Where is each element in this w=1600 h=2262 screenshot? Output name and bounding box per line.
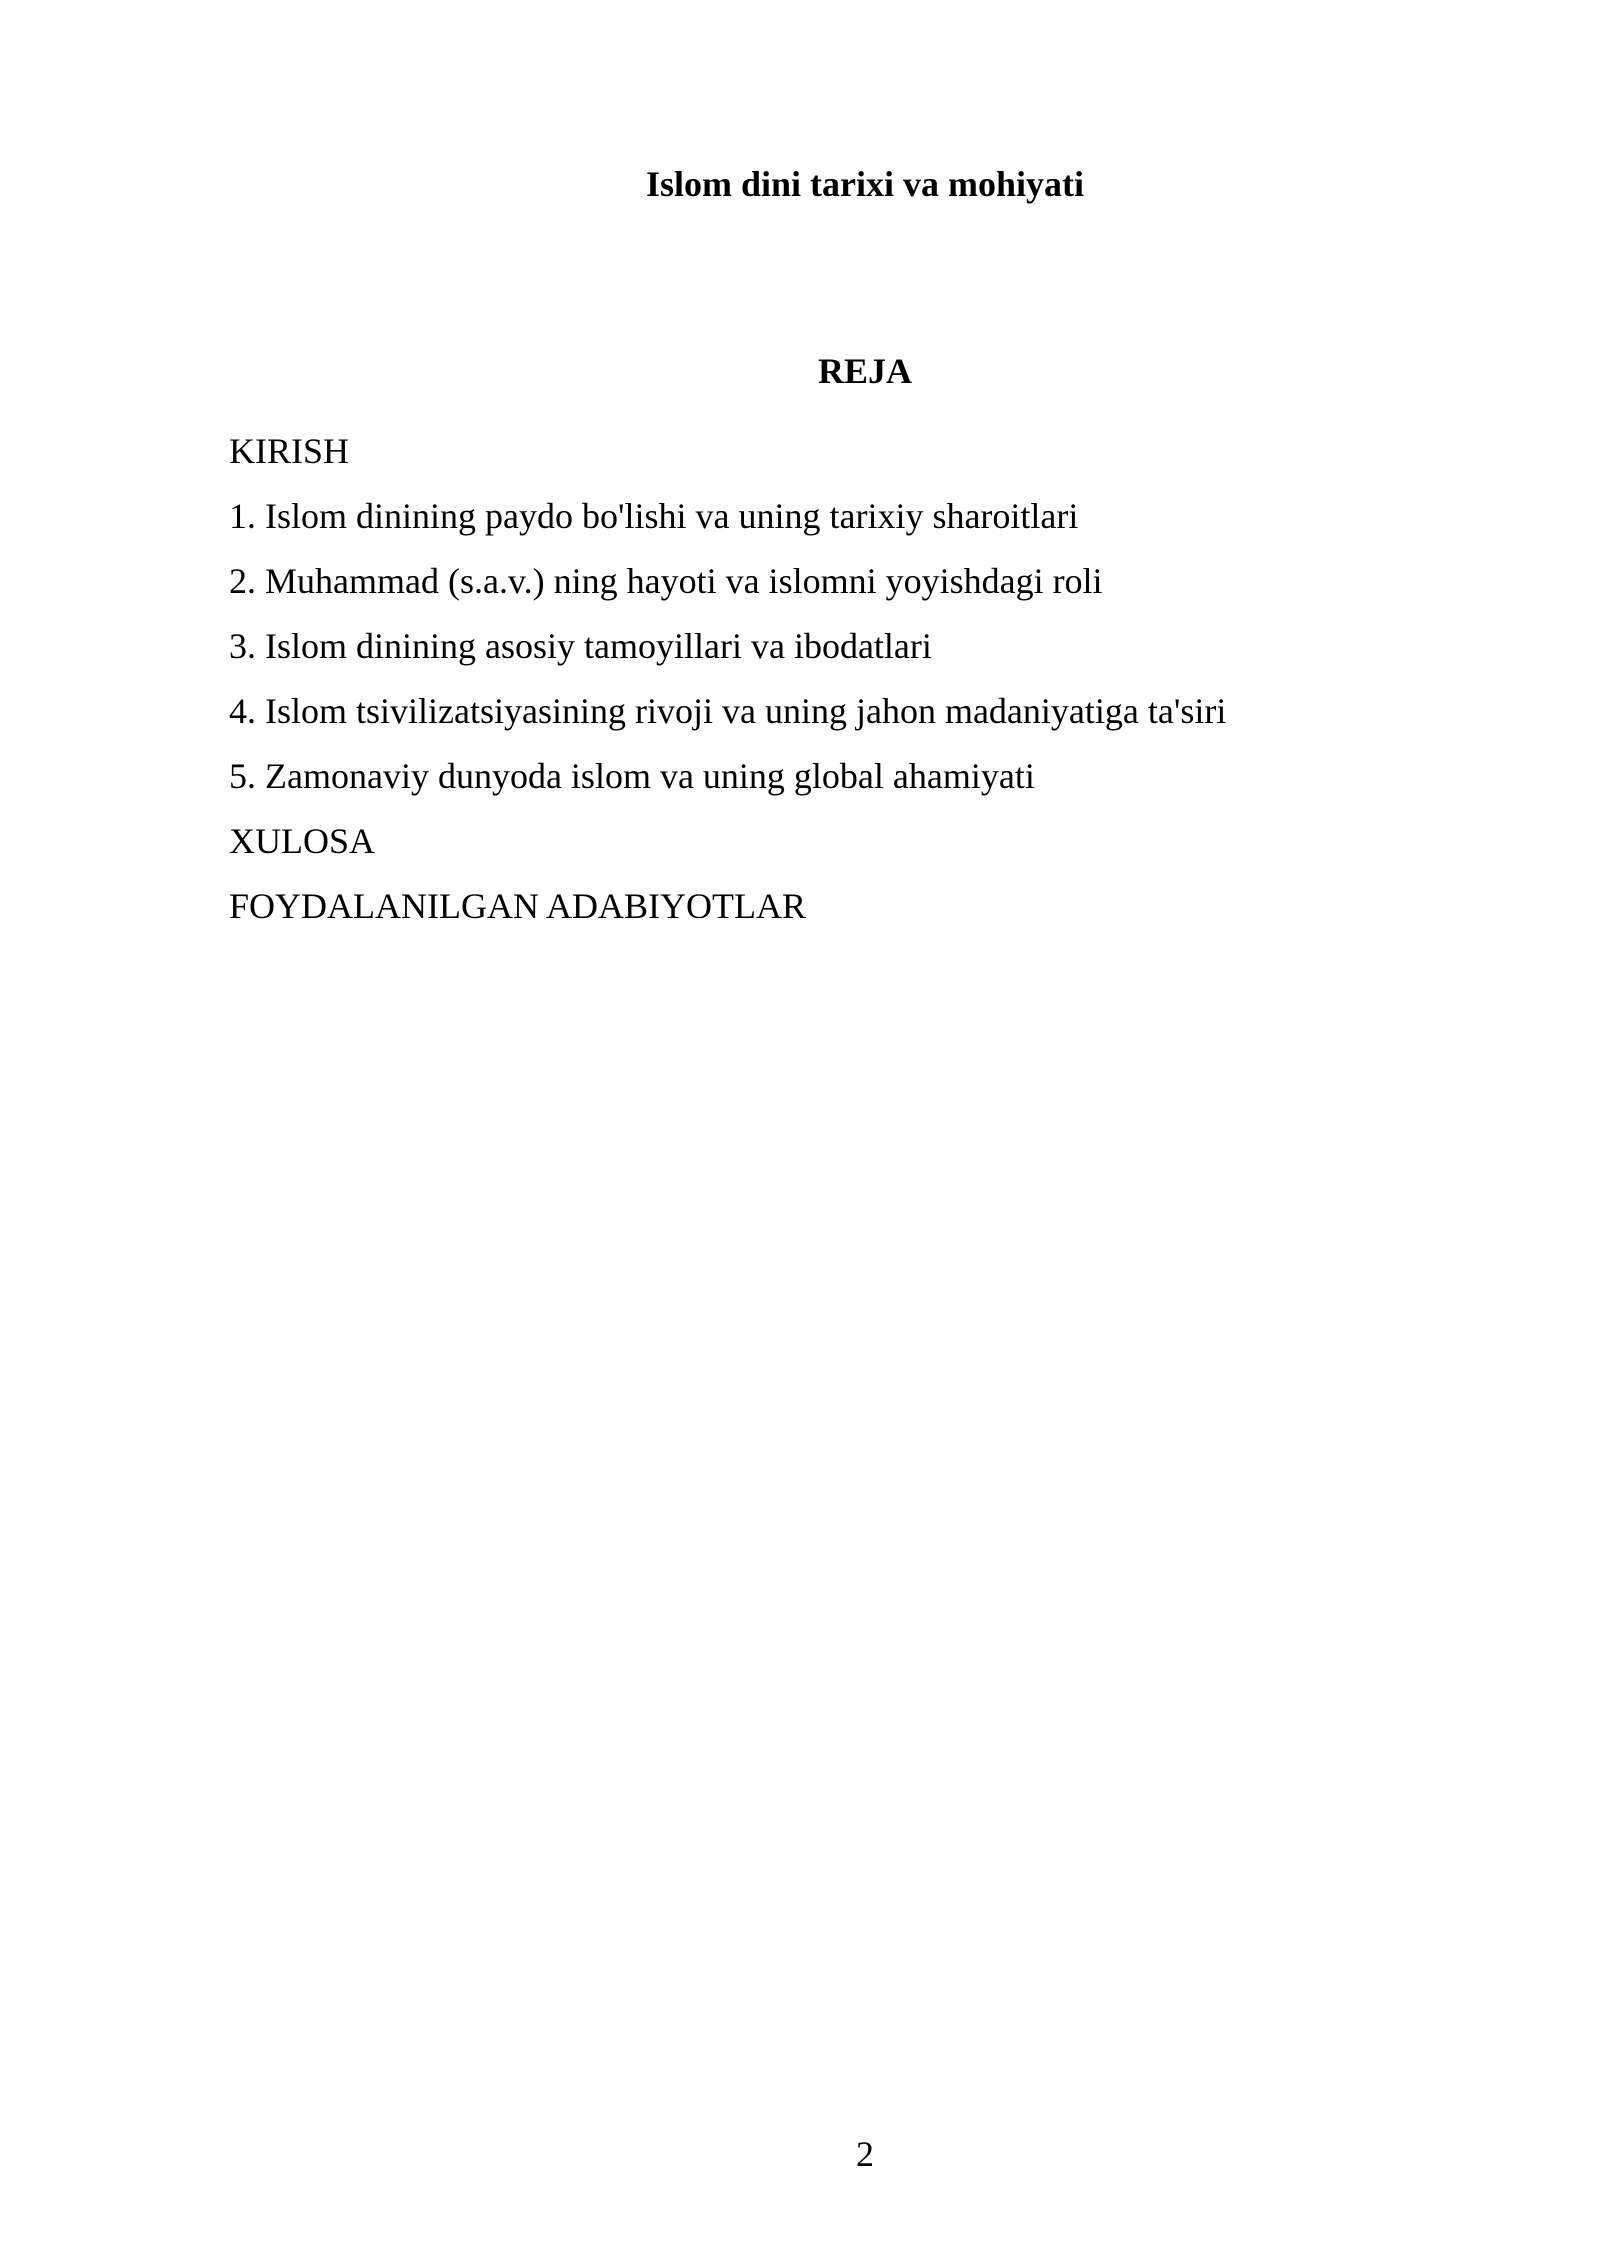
plan-item-4: 4. Islom tsivilizatsiyasining rivoji va uning jahon madaniyatiga ta'siri xyxy=(229,691,1227,731)
plan-item-2: 2. Muhammad (s.a.v.) ning hayoti va islomni yoyishdagi roli xyxy=(229,561,1103,601)
plan-item-3: 3. Islom dinining asosiy tamoyillari va ibodatlari xyxy=(229,626,932,666)
plan-item-references: FOYDALANILGAN ADABIYOTLAR xyxy=(229,886,806,926)
document-title: Islom dini tarixi va mohiyati xyxy=(645,164,1085,204)
plan-item-1: 1. Islom dinining paydo bo'lishi va uning tarixiy sharoitlari xyxy=(229,496,1079,536)
plan-heading: REJA xyxy=(817,351,912,391)
plan-item-5: 5. Zamonaviy dunyoda islom va uning global ahamiyati xyxy=(229,756,1035,796)
plan-item-conclusion: XULOSA xyxy=(229,821,376,861)
page-number: 2 xyxy=(856,2134,874,2174)
plan-item-introduction: KIRISH xyxy=(229,431,350,471)
plan-list xyxy=(229,419,1429,939)
